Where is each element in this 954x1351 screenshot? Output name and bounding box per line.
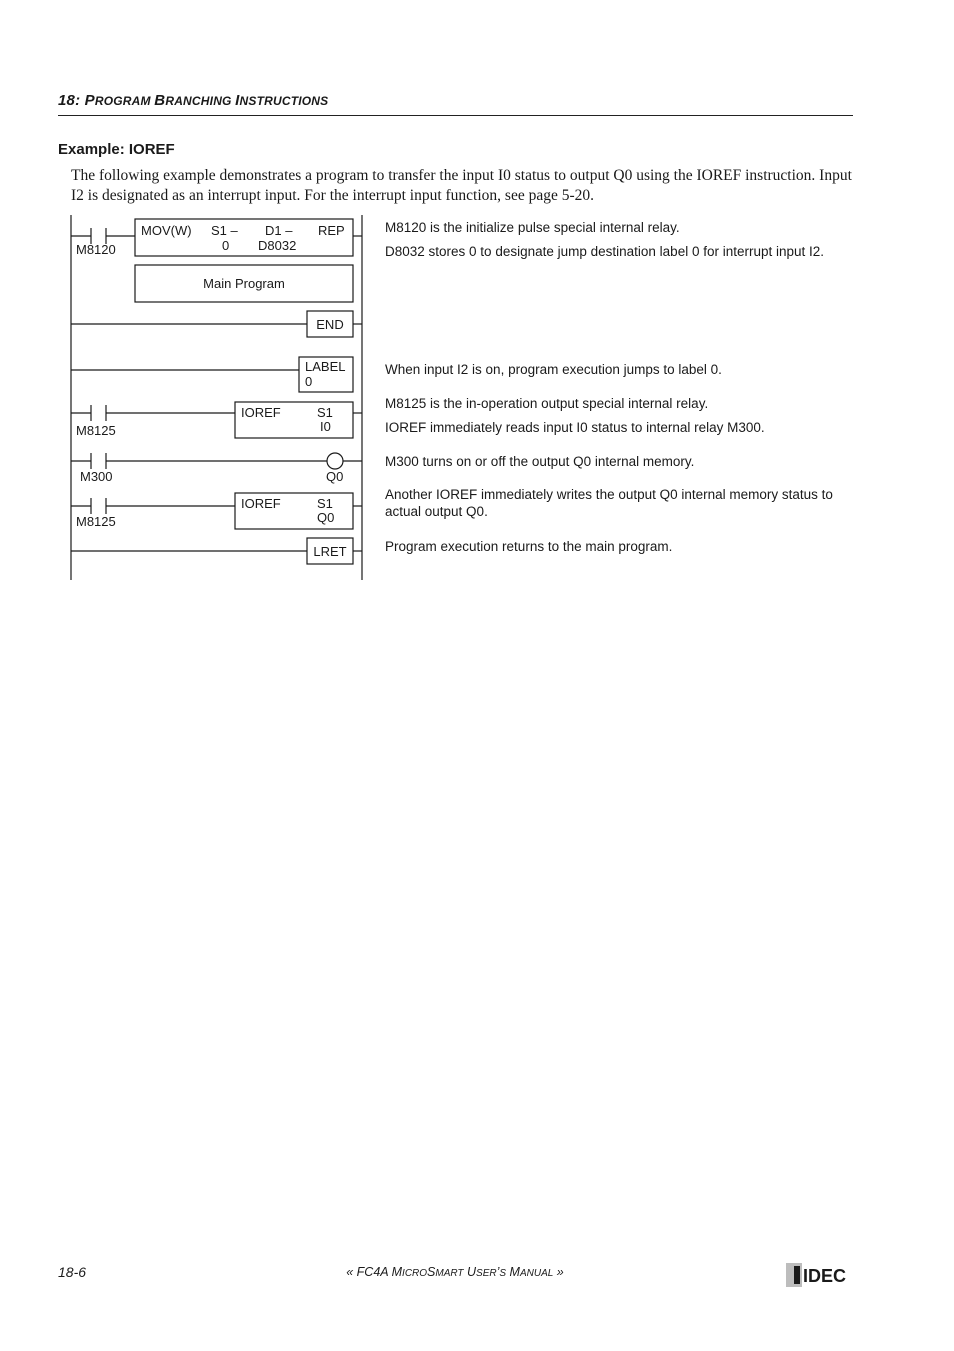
mov-d1-value: D8032 [258, 238, 297, 253]
main-program-label: Main Program [203, 276, 285, 291]
contact-label-m8125: M8125 [76, 423, 116, 438]
mov-s1-value: 0 [222, 238, 230, 253]
ioref-s1-label: S1 [317, 405, 333, 420]
note-lret: Program execution returns to the main program. [385, 539, 673, 554]
note-ioref-read: IOREF immediately reads input I0 status to internal relay M300. [385, 420, 765, 435]
page-number: 18-6 [58, 1264, 87, 1280]
ioref-s1-value-2: Q0 [317, 510, 335, 525]
ioref-instruction: IOREF [241, 405, 281, 420]
mov-d1-label: D1 – [265, 223, 293, 238]
mov-rep-label: REP [318, 223, 345, 238]
note-m8120: M8120 is the initialize pulse special internal relay. [385, 220, 680, 235]
contact-label-m8125-2: M8125 [76, 514, 116, 529]
contact-label-m300: M300 [80, 469, 113, 484]
ioref-s1-label-2: S1 [317, 496, 333, 511]
contact-label-m8120: M8120 [76, 242, 116, 257]
logo-text: IDEC [803, 1266, 847, 1286]
note-ioref-write: Another IOREF immediately writes the output Q0 internal memory status to actual output Q0. [385, 487, 833, 519]
idec-logo [786, 1263, 854, 1287]
note-m8125: M8125 is the in-operation output special internal relay. [385, 396, 709, 411]
manual-title: « FC4A MICROSMART USER’S MANUAL » [346, 1265, 564, 1279]
intro-paragraph: The following example demonstrates a program to transfer the input I0 status to output Q0 using the IOREF instruction. Input I2 is designated as an interrupt input. For the interrupt input function, see page 5-20. [71, 167, 852, 204]
label-instruction: LABEL [305, 359, 346, 374]
note-label-jump: When input I2 is on, program execution jumps to label 0. [385, 362, 722, 377]
ioref-s1-value: I0 [320, 419, 331, 434]
note-m300: M300 turns on or off the output Q0 internal memory. [385, 454, 695, 469]
ioref-instruction-2: IOREF [241, 496, 281, 511]
end-instruction: END [316, 317, 344, 332]
chapter-title: 18: PROGRAM BRANCHING INSTRUCTIONS [58, 92, 329, 109]
mov-s1-label: S1 – [211, 223, 238, 238]
section-heading: Example: IOREF [58, 141, 175, 158]
coil-label-q0: Q0 [326, 469, 344, 484]
mov-instruction: MOV(W) [141, 223, 192, 238]
lret-instruction: LRET [313, 544, 347, 559]
note-d8032: D8032 stores 0 to designate jump destination label 0 for interrupt input I2. [385, 244, 825, 259]
label-number: 0 [305, 374, 313, 389]
